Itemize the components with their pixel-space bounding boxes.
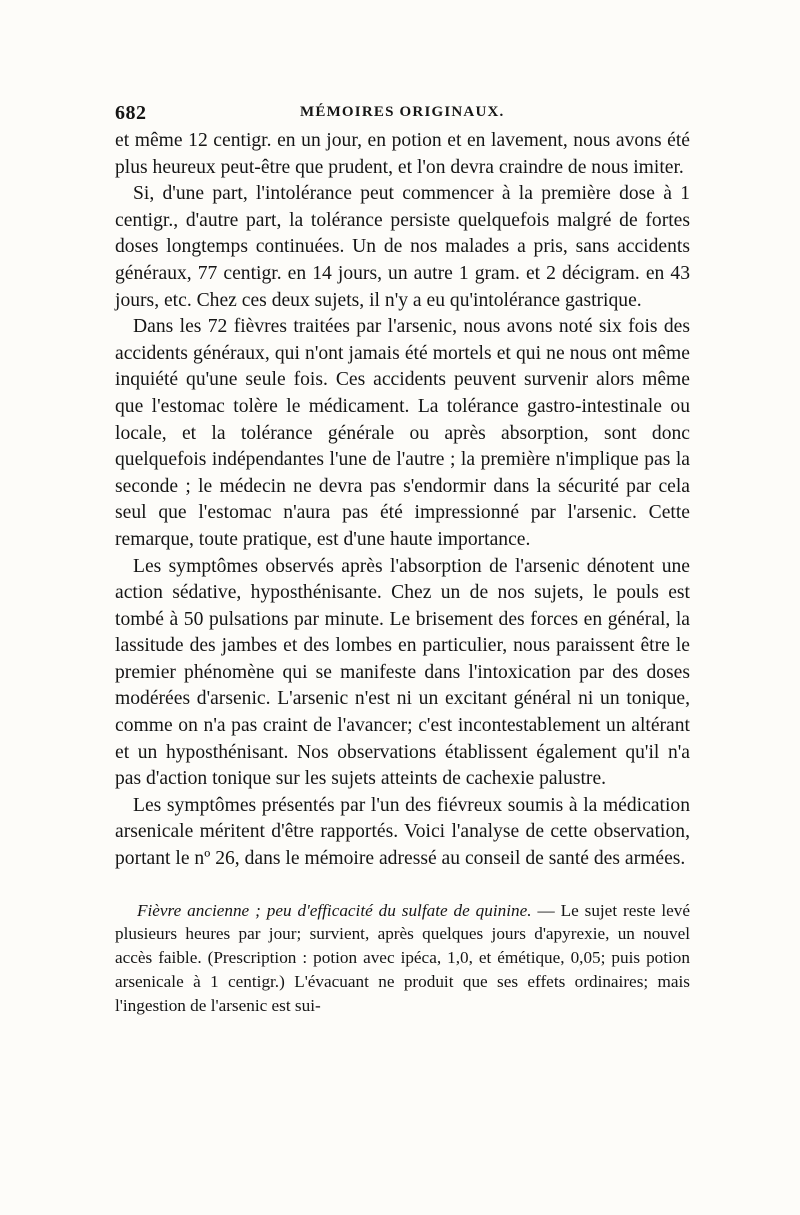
running-title: MÉMOIRES ORIGINAUX. xyxy=(300,104,505,120)
paragraph-symptoms: Les symptômes observés après l'absorption de l'arsenic dénotent une action sédative, hyposthénisante. Chez un de nos sujets, le pouls est tombé à 50 pulsations par minute. Le brisement des forces en général, la lassitude des jambes et des lombes en particulier, nous paraissent être le premier phénomène qui se manifeste dans l'intoxication par des doses modérées d'arsenic. L'arsenic n'est ni un excitant général ni un tonique, comme on n'a pas craint de l'avancer; c'est incontestablement un altérant et un hyposthénisant. Nos observations établissent également qu'il n'a pas d'action tonique sur les sujets atteints de cachexie palustre. xyxy=(115,555,690,790)
paragraph-case-intro: Les symptômes présentés par l'un des fiévreux soumis à la médication arsenicale méritent d'être rapportés. Voici l'analyse de cette observation, portant le nº 26, dans le mémoire adressé au conseil de santé des armées. xyxy=(115,794,690,870)
page-header xyxy=(115,98,690,128)
case-observation xyxy=(115,899,690,1018)
page-number: 682 xyxy=(115,102,147,124)
body-text xyxy=(115,128,690,873)
paragraph-tolerance: Si, d'une part, l'intolérance peut commencer à la première dose à 1 centigr., d'autre part, la tolérance persiste quelquefois malgré de fortes doses longtemps continuées. Un de nos malades a pris, sans accidents généraux, 77 centigr. en 14 jours, un autre 1 gram. et 2 décigram. en 43 jours, etc. Chez ces deux sujets, il n'y a eu qu'intolérance gastrique. xyxy=(115,183,690,311)
paragraph-general-accidents: Dans les 72 fièvres traitées par l'arsenic, nous avons noté six fois des accidents généraux, qui n'ont jamais été mortels et qui ne nous ont même inquiété qu'une seule fois. Ces accidents peuvent survenir alors même que l'estomac tolère le médicament. La tolérance gastro-intestinale ou locale, et la tolérance générale ou après absorption, sont donc quelquefois indépendantes l'une de l'autre ; la première n'implique pas la seconde ; le médecin ne devra pas s'endormir dans la sécurité par cela seul que l'estomac n'aura pas été impressionné par l'arsenic. Cette remarque, toute pratique, est d'une haute importance. xyxy=(115,316,690,550)
case-title: Fièvre ancienne ; peu d'efficacité du sulfate de quinine. xyxy=(137,900,532,920)
case-dash: — xyxy=(531,900,561,920)
case-text: Le sujet reste levé plusieurs heures par jour; survient, après quelques jours d'apyrexie, un nouvel accès faible. (Prescription : potion avec ipéca, 1,0, et émétique, 0,05; puis potion arsenicale à 1 centigr.) L'évacuant ne produit que ses effets ordinaires; mais l'ingestion de l'arsenic est sui- xyxy=(115,900,691,1015)
paragraph-continued: et même 12 centigr. en un jour, en potion et en lavement, nous avons été plus heureux peut-être que prudent, et l'on devra craindre de nous imiter. xyxy=(115,130,690,178)
